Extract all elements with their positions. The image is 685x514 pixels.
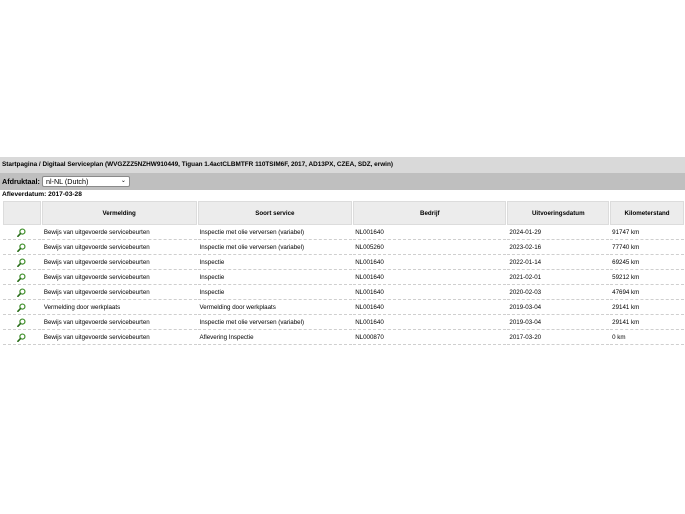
column-header-vermelding: Vermelding xyxy=(42,201,197,225)
cell-soort-service: Inspectie met olie verversen (variabel) xyxy=(198,241,353,255)
row-detail-cell xyxy=(3,226,41,240)
print-language-label: Afdruktaal: xyxy=(2,177,40,186)
table-row xyxy=(3,226,684,240)
cell-bedrijf: NL001640 xyxy=(353,226,506,240)
cell-bedrijf: NL005260 xyxy=(353,241,506,255)
row-detail-cell xyxy=(3,256,41,270)
cell-kilometerstand: 0 km xyxy=(610,331,684,345)
cell-soort-service: Inspectie met olie verversen (variabel) xyxy=(198,316,353,330)
cell-soort-service: Inspectie xyxy=(198,256,353,270)
cell-uitvoeringsdatum: 2023-02-16 xyxy=(507,241,609,255)
column-header-kilometerstand: Kilometerstand xyxy=(610,201,684,225)
cell-uitvoeringsdatum: 2021-02-01 xyxy=(507,271,609,285)
row-detail-cell xyxy=(3,301,41,315)
cell-vermelding: Bewijs van uitgevoerde servicebeurten xyxy=(42,226,197,240)
cell-soort-service: Inspectie xyxy=(198,271,353,285)
cell-kilometerstand: 91747 km xyxy=(610,226,684,240)
cell-kilometerstand: 29141 km xyxy=(610,316,684,330)
magnifier-icon[interactable] xyxy=(3,288,41,297)
cell-vermelding: Bewijs van uitgevoerde servicebeurten xyxy=(42,316,197,330)
column-header-bedrijf: Bedrijf xyxy=(353,201,506,225)
cell-vermelding: Vermelding door werkplaats xyxy=(42,301,197,315)
cell-vermelding: Bewijs van uitgevoerde servicebeurten xyxy=(42,286,197,300)
cell-kilometerstand: 77740 km xyxy=(610,241,684,255)
row-detail-cell xyxy=(3,241,41,255)
cell-uitvoeringsdatum: 2020-02-03 xyxy=(507,286,609,300)
cell-vermelding: Bewijs van uitgevoerde servicebeurten xyxy=(42,256,197,270)
cell-soort-service: Vermelding door werkplaats xyxy=(198,301,353,315)
table-row xyxy=(3,301,684,315)
cell-kilometerstand: 47694 km xyxy=(610,286,684,300)
magnifier-icon[interactable] xyxy=(3,303,41,312)
cell-bedrijf: NL001640 xyxy=(353,256,506,270)
cell-soort-service: Inspectie xyxy=(198,286,353,300)
print-language-bar xyxy=(0,173,685,190)
table-row xyxy=(3,331,684,345)
cell-bedrijf: NL001640 xyxy=(353,316,506,330)
cell-bedrijf: NL001640 xyxy=(353,301,506,315)
delivery-date: Afleverdatum: 2017-03-28 xyxy=(2,191,82,198)
table-row xyxy=(3,316,684,330)
cell-kilometerstand: 29141 km xyxy=(610,301,684,315)
cell-kilometerstand: 69245 km xyxy=(610,256,684,270)
table-row xyxy=(3,256,684,270)
service-table xyxy=(2,200,685,346)
row-detail-cell xyxy=(3,331,41,345)
row-detail-cell xyxy=(3,316,41,330)
cell-uitvoeringsdatum: 2024-01-29 xyxy=(507,226,609,240)
row-detail-cell xyxy=(3,271,41,285)
cell-bedrijf: NL001640 xyxy=(353,271,506,285)
cell-uitvoeringsdatum: 2019-03-04 xyxy=(507,301,609,315)
cell-uitvoeringsdatum: 2019-03-04 xyxy=(507,316,609,330)
magnifier-icon[interactable] xyxy=(3,318,41,327)
cell-vermelding: Bewijs van uitgevoerde servicebeurten xyxy=(42,331,197,345)
table-row xyxy=(3,286,684,300)
column-header-icon xyxy=(3,201,41,225)
breadcrumb: Startpagina / Digitaal Serviceplan (WVGZZZ5NZHW910449, Tiguan 1.4actCLBMTFR 110TSIM6F, 2017, AD13PX, CZEA, SDZ, erwin) xyxy=(0,157,685,173)
row-detail-cell xyxy=(3,286,41,300)
print-language-value: nl-NL (Dutch) xyxy=(45,177,89,186)
table-header-row xyxy=(3,201,684,225)
cell-bedrijf: NL001640 xyxy=(353,286,506,300)
cell-soort-service: Aflevering Inspectie xyxy=(198,331,353,345)
magnifier-icon[interactable] xyxy=(3,243,41,252)
cell-uitvoeringsdatum: 2017-03-20 xyxy=(507,331,609,345)
column-header-soort-service: Soort service xyxy=(198,201,353,225)
magnifier-icon[interactable] xyxy=(3,273,41,282)
table-row xyxy=(3,241,684,255)
magnifier-icon[interactable] xyxy=(3,228,41,237)
print-language-select[interactable] xyxy=(42,176,130,187)
cell-vermelding: Bewijs van uitgevoerde servicebeurten xyxy=(42,271,197,285)
cell-kilometerstand: 59212 km xyxy=(610,271,684,285)
table-row xyxy=(3,271,684,285)
magnifier-icon[interactable] xyxy=(3,258,41,267)
magnifier-icon[interactable] xyxy=(3,333,41,342)
cell-uitvoeringsdatum: 2022-01-14 xyxy=(507,256,609,270)
cell-soort-service: Inspectie met olie verversen (variabel) xyxy=(198,226,353,240)
chevron-down-icon: ⌄ xyxy=(120,178,126,184)
cell-bedrijf: NL000870 xyxy=(353,331,506,345)
cell-vermelding: Bewijs van uitgevoerde servicebeurten xyxy=(42,241,197,255)
column-header-uitvoeringsdatum: Uitvoeringsdatum xyxy=(507,201,609,225)
